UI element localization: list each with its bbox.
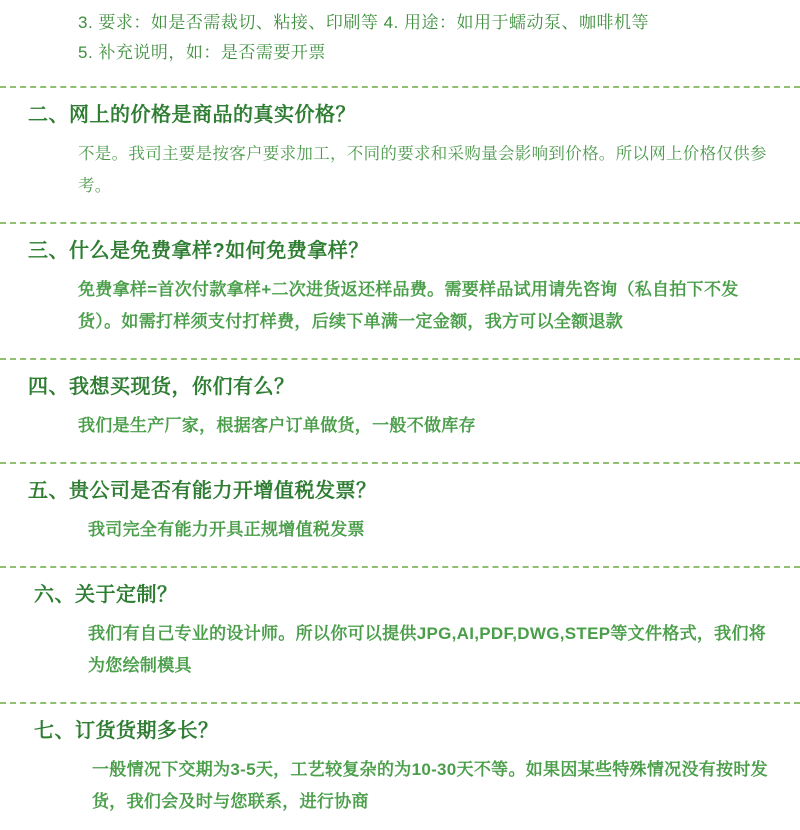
faq-answer: 我们是生产厂家，根据客户订单做货，一般不做库存: [78, 416, 476, 435]
faq-question: 三、什么是免费拿样?如何免费拿样？: [28, 240, 369, 262]
faq-item: [0, 224, 800, 350]
faq-question: 二、网上的价格是商品的真实价格？: [28, 104, 356, 126]
faq-question: 五、贵公司是否有能力开增值税发票？: [28, 480, 377, 502]
faq-answer: 不是。我司主要是按客户要求加工，不同的要求和采购量会影响到价格。所以网上价格仅供参考。: [78, 145, 767, 195]
intro-line-1: 3. 要求：如是否需裁切、粘接、印刷等 4. 用途：如用于蠕动泵、咖啡机等: [78, 13, 650, 32]
faq-item: [0, 88, 800, 214]
intro-line-2: 5. 补充说明，如：是否需要开票: [78, 43, 326, 62]
faq-item: [0, 360, 800, 454]
faq-answer: 我们有自己专业的设计师。所以你可以提供JPG,AI,PDF,DWG,STEP等文件格式，我们将为您绘制模具: [88, 624, 767, 675]
faq-answer: 免费拿样=首次付款拿样+二次进货返还样品费。需要样品试用请先咨询（私自拍下不发货）。如需打样须支付打样费，后续下单满一定金额，我方可以全额退款: [78, 280, 739, 331]
faq-item: [0, 568, 800, 694]
faq-question: 七、订货货期多长？: [34, 720, 219, 742]
faq-answer: 一般情况下交期为3-5天，工艺较复杂的为10-30天不等。如果因某些特殊情况没有按时发货，我们会及时与您联系，进行协商: [92, 760, 768, 811]
faq-question: 四、我想买现货，你们有么？: [28, 376, 295, 398]
faq-item: [0, 464, 800, 558]
faq-question: 六、关于定制？: [34, 584, 178, 606]
intro-block: [0, 0, 800, 78]
faq-item: [0, 704, 800, 830]
faq-answer: 我司完全有能力开具正规增值税发票: [88, 520, 365, 539]
